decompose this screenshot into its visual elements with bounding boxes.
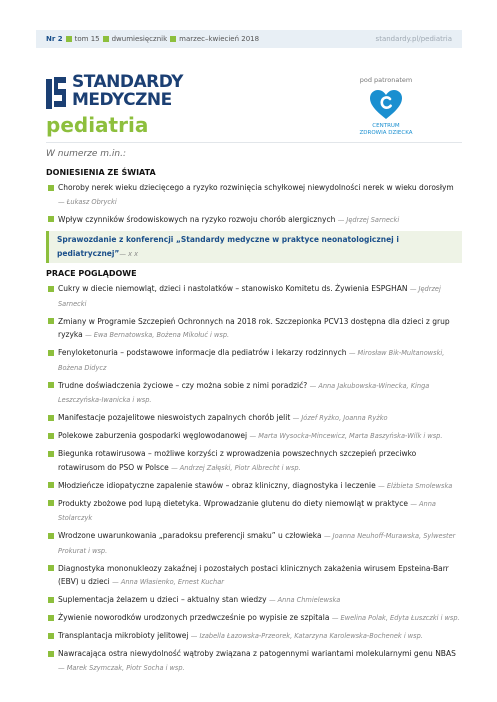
toc-item[interactable] [46, 181, 462, 209]
item-title: Manifestacje pozajelitowe nieswoistych zapalnych chorób jelit [58, 413, 291, 422]
toc-item[interactable] [46, 629, 462, 644]
item-title: Diagnostyka mononukleozy zakaźnej i pozostałych postaci klinicznych zakażenia wirusem Epsteina-Barr (EBV) u dzieci [58, 563, 449, 586]
item-title: Nawracająca ostra niewydolność wątroby związana z patogennymi wariantami molekularnymi genu NBAS [58, 649, 456, 658]
item-authors: — Anna Jakubowska-Winecka, Kinga Leszczyńska-Iwanicka i wsp. [58, 381, 430, 404]
item-title: Młodzieńcze idiopatyczne zapalenie stawów – obraz kliniczny, diagnostyka i leczenie [58, 480, 376, 490]
section-title: DONIESIENIA ZE ŚWIATA [46, 168, 156, 177]
bullet-square-icon [48, 597, 54, 603]
bullet-square-icon [48, 286, 54, 292]
item-title: Wpływ czynników środowiskowych na ryzyko rozwoju chorób alergicznych [58, 214, 336, 224]
header-bar [36, 30, 462, 48]
toc-item[interactable] [46, 647, 462, 675]
toc-item[interactable] [46, 282, 462, 311]
toc-item[interactable] [46, 529, 462, 558]
item-title: Produkty zbożowe pod lupą dietetyka. Wprowadzanie glutenu do diety niemowląt w praktyce [58, 498, 408, 508]
brand-s-icon [46, 75, 68, 109]
item-title: Cukry w diecie niemowląt, dzieci i nastolatków – stanowisko Komitetu ds. Żywienia ESPGHAN [58, 284, 408, 293]
item-title: Suplementacja żelazem u dzieci – aktualny stan wiedzy [58, 595, 267, 604]
item-authors: — Anna Chmielewska [268, 596, 341, 604]
item-title: Polekowe zaburzenia gospodarki węglowodanowej [58, 431, 248, 440]
bullet-square-icon [48, 565, 54, 571]
section-title: PRACE POGLĄDOWE [46, 269, 137, 278]
journal-subtitle: pediatria [46, 113, 149, 137]
item-title: Choroby nerek wieku dziecięcego a ryzyko rozwinięcia schyłkowej niewydolności nerek w wieku dorosłym [58, 183, 454, 192]
period: marzec–kwiecień 2018 [179, 35, 260, 43]
item-authors: — Józef Ryżko, Joanna Ryżko [292, 414, 388, 422]
bullet-square-icon [48, 533, 54, 539]
highlight-authors: — x x [119, 249, 138, 258]
bullet-square-icon [48, 482, 54, 488]
brand-line2: MEDYCZNE [72, 90, 172, 110]
bullet-square-icon [170, 36, 176, 42]
toc-item[interactable] [46, 315, 462, 343]
lead-text: W numerze m.in.: [46, 149, 127, 159]
item-authors: — Marek Szymczak, Piotr Socha i wsp. [58, 663, 185, 672]
toc [46, 163, 462, 679]
item-authors: — Ewelina Polak, Edyta Łuszczki i wsp. [331, 614, 460, 622]
item-authors: — Ewa Bernatowska, Bożena Mikołuć i wsp. [85, 331, 230, 339]
toc-item[interactable] [46, 447, 462, 475]
bullet-square-icon [48, 433, 54, 439]
item-title: Biegunka rotawirusowa – możliwe korzyści z wprowadzenia powszechnych szczepień przeciwko rotawirusom do PSO w Polsce [58, 449, 417, 472]
patronage-label: pod patronatem [359, 76, 413, 84]
frequency: dwumiesięcznik [111, 35, 168, 43]
toc-item[interactable] [46, 346, 462, 375]
toc-item[interactable] [46, 497, 462, 526]
toc-item[interactable] [46, 479, 462, 494]
toc-item[interactable] [46, 429, 462, 444]
toc-item[interactable] [46, 562, 462, 590]
item-authors: — Anna Własienko, Ernest Kuchar [112, 578, 224, 586]
bullet-square-icon [48, 185, 54, 191]
item-authors: — Jędrzej Sarnecki [337, 215, 400, 224]
item-authors: — Mirosław Bik-Multanowski, Bożena Didycz [58, 349, 445, 372]
item-authors: — Joanna Neuhoff-Murawska, Sylwester Prokurat i wsp. [58, 532, 456, 555]
patron-org-line2: ZDROWIA DZIECKA [359, 130, 413, 136]
item-title: Fenyloketonuria – podstawowe informacje dla pediatrów i lekarzy rodzinnych [58, 348, 347, 357]
bullet-square-icon [48, 318, 54, 324]
volume: tom 15 [74, 35, 100, 43]
bullet-square-icon [48, 651, 54, 657]
heart-logo-icon [369, 89, 403, 121]
issue-number: Nr 2 [46, 35, 63, 43]
bullet-square-icon [48, 350, 54, 356]
bullet-square-icon [48, 633, 54, 639]
toc-item[interactable] [46, 611, 462, 626]
toc-item[interactable] [46, 213, 462, 228]
toc-item[interactable] [46, 411, 462, 426]
patronage-block [348, 76, 424, 137]
site-link[interactable]: standardy.pl/pediatria [375, 35, 452, 43]
item-title: Wrodzone uwarunkowania „paradoksu preferencji smaku” u człowieka [58, 531, 322, 540]
brand-line1: STANDARDY [72, 72, 183, 92]
bullet-square-icon [48, 415, 54, 421]
bullet-square-icon [103, 36, 109, 42]
toc-item[interactable] [46, 593, 462, 608]
item-authors: — Elżbieta Smolewska [378, 481, 453, 490]
toc-item[interactable] [46, 379, 462, 408]
item-title: Zmiany w Programie Szczepień Ochronnych na 2018 rok. Szczepionka PCV13 dostępna dla dzieci z grup ryzyka [58, 316, 450, 339]
item-title: Żywienie noworodków urodzonych przedwcześnie po wypisie ze szpitala [58, 613, 330, 622]
item-authors: — Marta Wysocka-Mincewicz, Marta Baszyńska-Wilk i wsp. [249, 432, 443, 440]
bullet-square-icon [48, 382, 54, 388]
conference-highlight[interactable] [46, 231, 462, 263]
bullet-square-icon [48, 216, 54, 222]
item-authors: — Izabella Łazowska-Przeorek, Katarzyna Karolewska-Bochenek i wsp. [190, 632, 423, 640]
item-authors: — Łukasz Obrycki [58, 197, 117, 206]
divider [46, 142, 462, 143]
highlight-title: Sprawozdanie z konferencji „Standardy medyczne w praktyce neonatologicznej i pediatrycznej” [57, 235, 399, 258]
item-authors: — Andrzej Załęski, Piotr Albrecht i wsp. [171, 463, 301, 472]
item-title: Transplantacja mikrobioty jelitowej [58, 631, 189, 640]
patron-org-line1: CENTRUM [372, 123, 400, 129]
item-authors: — Jędrzej Sarnecki [58, 285, 441, 308]
item-authors: — Anna Stolarczyk [58, 499, 436, 522]
bullet-square-icon [66, 36, 72, 42]
item-title: Trudne doświadczenia życiowe – czy można sobie z nimi poradzić? [58, 380, 308, 390]
bullet-square-icon [48, 500, 54, 506]
brand-logo [46, 73, 206, 113]
bullet-square-icon [48, 615, 54, 621]
bullet-square-icon [48, 451, 54, 457]
issue-meta [46, 35, 259, 43]
